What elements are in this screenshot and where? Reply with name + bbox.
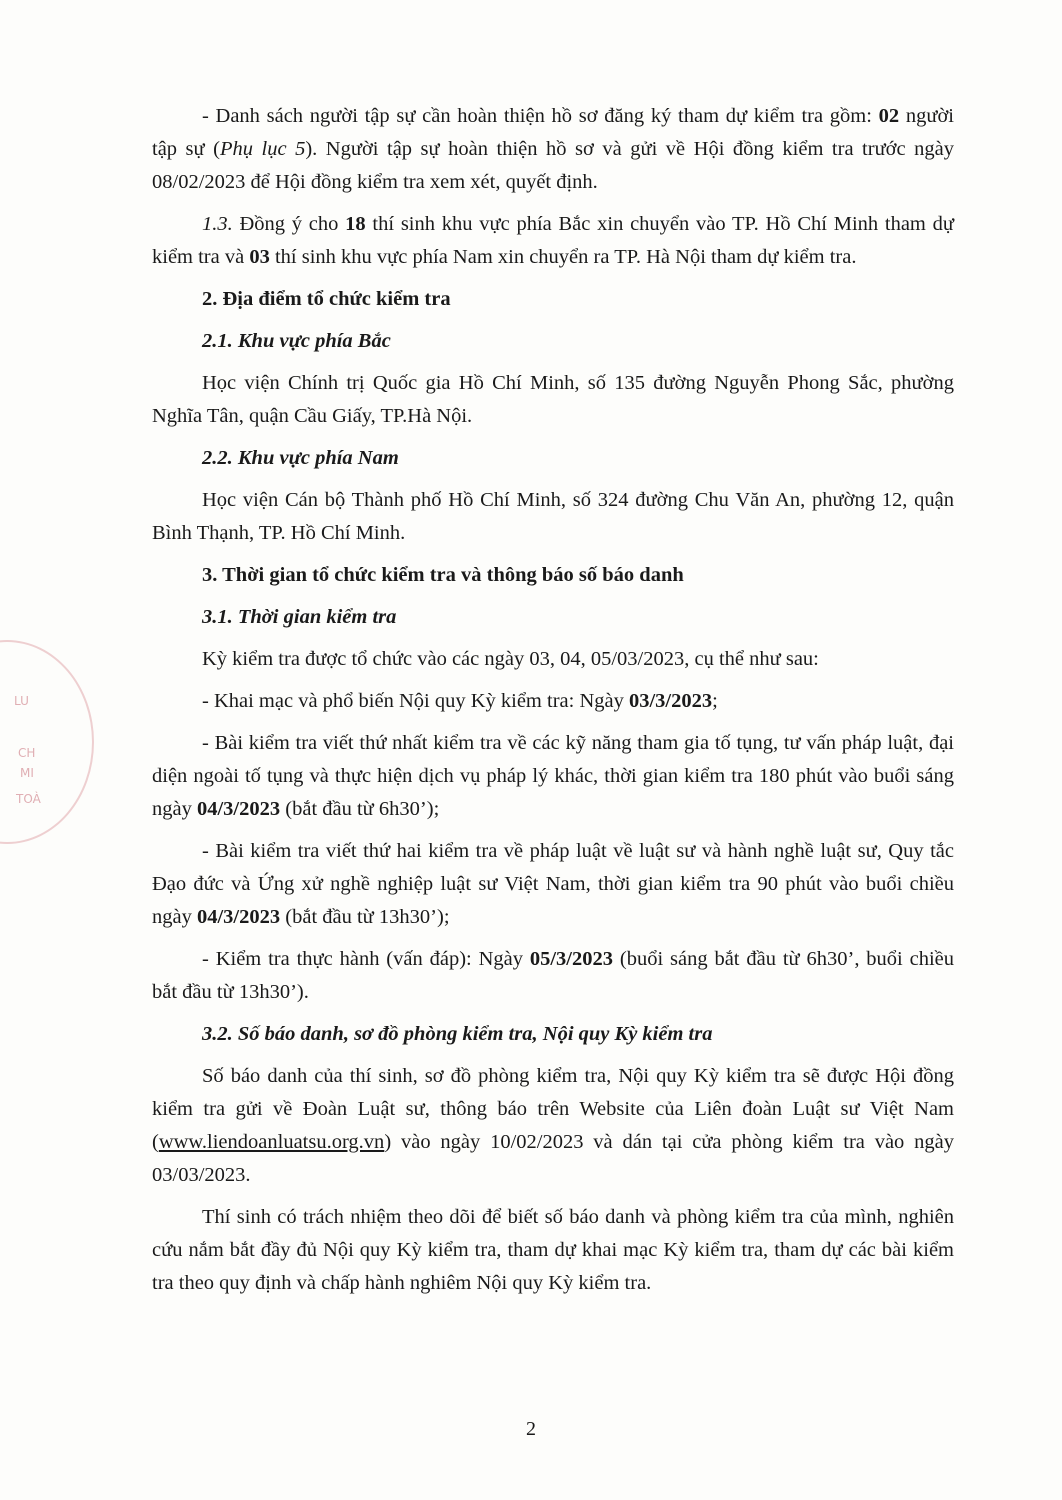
appendix-ref: Phụ lục 5 [219, 138, 306, 160]
bold-date: 05/3/2023 [529, 948, 614, 970]
text-run: Số báo danh của thí sinh, sơ đồ phòng kiểm tra, Nội quy Kỳ kiểm tra sẽ được Hội đồng kiểm tra gửi về Đoàn Luật sư, thông báo trên Website của Liên đoàn Luật sư Việt Nam ( [152, 1065, 954, 1153]
text-run: ; [712, 690, 718, 712]
text-run: người tập sự ( [152, 105, 954, 160]
bold-date: 04/3/2023 [196, 798, 281, 820]
section-heading-3: 3. Thời gian tổ chức kiểm tra và thông báo số báo danh [202, 564, 684, 586]
paragraph-candidate-numbers [152, 1060, 954, 1192]
bold-count: 18 [345, 213, 366, 235]
item-number: 1.3. [202, 213, 233, 235]
paragraph-trainee-list [152, 100, 954, 199]
text-run: - Bài kiểm tra viết thứ nhất kiểm tra về các kỹ năng tham gia tố tụng, tư vấn pháp luật, đại diện ngoài tố tụng và thực hiện dịch vụ pháp lý khác, thời gian kiểm tra 180 phút vào buổi sáng ngày [152, 732, 954, 820]
document-body [152, 100, 954, 1300]
subheading-2-2: 2.2. Khu vực phía Nam [202, 447, 399, 469]
paragraph-1-3 [152, 208, 954, 274]
text-run: (bắt đầu từ 13h30’); [280, 906, 450, 928]
text-run: - Khai mạc và phổ biến Nội quy Kỳ kiểm tra: Ngày [202, 690, 629, 712]
text-run: - Kiểm tra thực hành (vấn đáp): Ngày [202, 948, 530, 970]
bold-date: 04/3/2023 [196, 906, 281, 928]
paragraph-oral-test [152, 943, 954, 1009]
section-heading-2: 2. Địa điểm tổ chức kiểm tra [202, 288, 451, 310]
paragraph-exam-dates: Kỳ kiểm tra được tổ chức vào các ngày 03, 04, 05/03/2023, cụ thể như sau: [202, 648, 819, 670]
text-run: thí sinh khu vực phía Bắc xin chuyển vào TP. Hồ Chí Minh tham dự kiểm tra và [152, 213, 954, 268]
paragraph-north-venue: Học viện Chính trị Quốc gia Hồ Chí Minh, số 135 đường Nguyễn Phong Sắc, phường Nghĩa Tân, quận Cầu Giấy, TP.Hà Nội. [152, 372, 954, 427]
paragraph-second-written-test [152, 835, 954, 934]
text-run: thí sinh khu vực phía Nam xin chuyển ra TP. Hà Nội tham dự kiểm tra. [269, 246, 857, 268]
text-run: Đồng ý cho [232, 213, 346, 235]
text-run: - Bài kiểm tra viết thứ hai kiểm tra về pháp luật về luật sư và hành nghề luật sư, Quy tắc Đạo đức và Ứng xử nghề nghiệp luật sư Việt Nam, thời gian kiểm tra 90 phút vào buổi chiều ngày [152, 840, 954, 928]
paragraph-opening [152, 685, 954, 718]
red-seal-stamp: LU CH MI TOÀ [0, 640, 94, 844]
text-run: - Danh sách người tập sự cần hoàn thiện hồ sơ đăng ký tham dự kiểm tra gồm: [202, 105, 879, 127]
text-run: ). Người tập sự hoàn thiện hồ sơ và gửi về Hội đồng kiểm tra trước ngày 08/02/2023 để Hội đồng kiểm tra xem xét, quyết định. [152, 138, 954, 193]
subheading-2-1: 2.1. Khu vực phía Bắc [202, 330, 391, 352]
paragraph-south-venue: Học viện Cán bộ Thành phố Hồ Chí Minh, số 324 đường Chu Văn An, phường 12, quận Bình Thạnh, TP. Hồ Chí Minh. [152, 489, 954, 544]
website-link[interactable]: www.liendoanluatsu.org.vn [158, 1131, 385, 1153]
bold-date: 03/3/2023 [628, 690, 713, 712]
page-number: 2 [526, 1418, 536, 1440]
text-run: ) vào ngày 10/02/2023 và dán tại cửa phòng kiểm tra vào ngày 03/03/2023. [152, 1131, 954, 1186]
bold-count: 02 [878, 105, 900, 127]
subheading-3-1: 3.1. Thời gian kiểm tra [202, 606, 397, 628]
paragraph-candidate-duties: Thí sinh có trách nhiệm theo dõi để biết số báo danh và phòng kiểm tra của mình, nghiên cứu nắm bắt đầy đủ Nội quy Kỳ kiểm tra, tham dự khai mạc Kỳ kiểm tra, tham dự các bài kiểm tra theo quy định và chấp hành nghiêm Nội quy Kỳ kiểm tra. [152, 1206, 954, 1294]
subheading-3-2: 3.2. Số báo danh, sơ đồ phòng kiểm tra, Nội quy Kỳ kiểm tra [202, 1023, 713, 1045]
text-run: (bắt đầu từ 6h30’); [280, 798, 440, 820]
bold-count: 03 [249, 246, 270, 268]
paragraph-first-written-test [152, 727, 954, 826]
text-run: (buổi sáng bắt đầu từ 6h30’, buổi chiều bắt đầu từ 13h30’). [152, 948, 955, 1003]
